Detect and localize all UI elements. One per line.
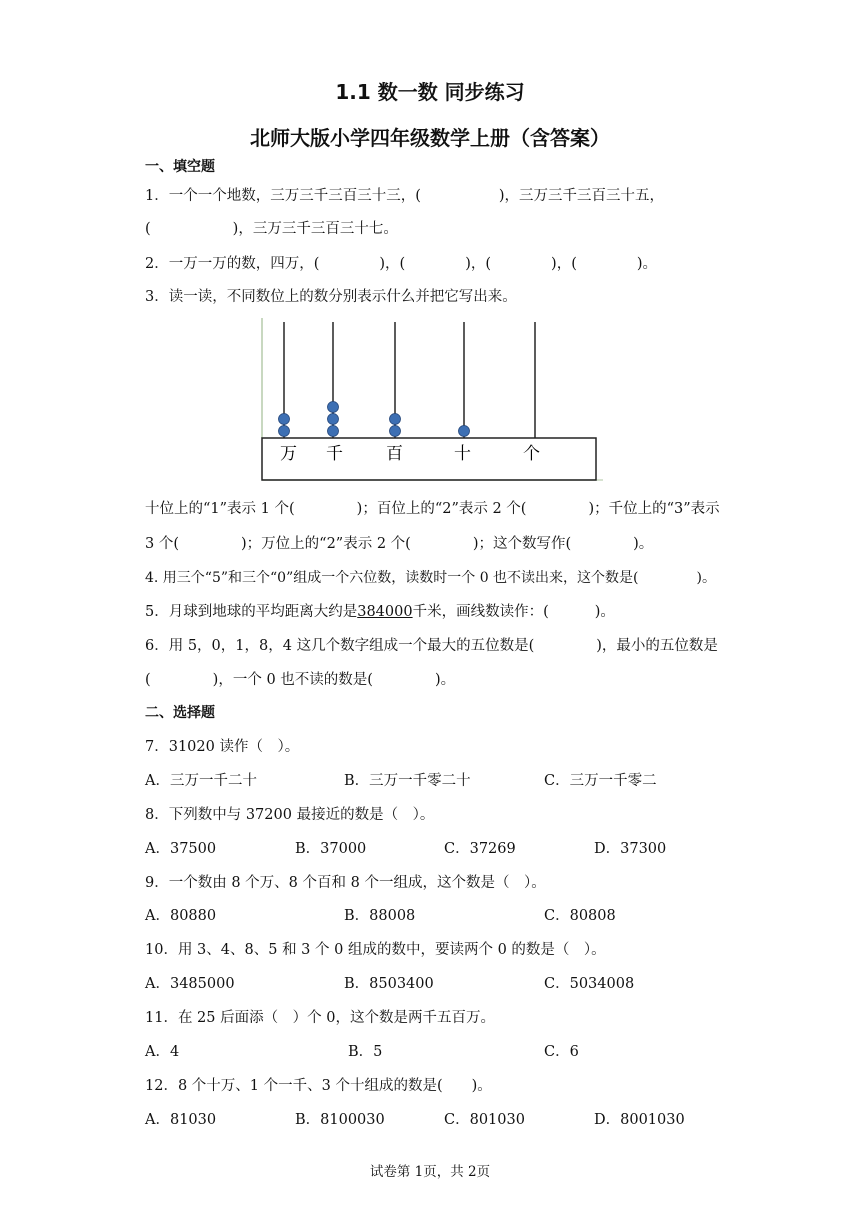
q5-text-a: 5．月球到地球的平均距离大约是: [145, 604, 358, 620]
q3-text-l2d: )。: [633, 536, 654, 552]
question-3-line-2: [145, 534, 653, 554]
abacus-beads: [279, 402, 470, 437]
abacus-bead: [459, 426, 470, 437]
q7-option-c: C．三万一千零二: [544, 773, 657, 789]
q12-option-d: D．8001030: [594, 1112, 685, 1128]
q10-option-b: B．8503400: [344, 976, 434, 992]
q1-text-d: )，三万三千三百三十七。: [232, 221, 398, 237]
section-heading-fill: 一、填空题: [145, 159, 215, 175]
q6-text-c: (: [145, 672, 151, 688]
q3-text-l2b: )；万位上的“2”表示 2 个(: [241, 536, 411, 552]
q4-text-b: )。: [696, 570, 716, 586]
page-subtitle: 北师大版小学四年级数学上册（含答案）: [250, 126, 610, 150]
q2-text-c: )，(: [465, 256, 492, 272]
question-3-line-1: [145, 499, 720, 519]
abacus-label-wan: 万: [280, 444, 297, 464]
question-2: [145, 254, 657, 274]
q7-option-a: A．三万一千二十: [145, 773, 257, 789]
abacus-label-bai: 百: [386, 444, 403, 464]
q1-text-b: )，三万三千三百三十五，: [498, 188, 665, 204]
q4-text-a: 4. 用三个“5”和三个“0”组成一个六位数，读数时一个 0 也不读出来，这个数是(: [145, 570, 639, 586]
abacus-bead: [390, 414, 401, 425]
q10-option-c: C．5034008: [544, 976, 635, 992]
q5-text-c: )。: [594, 604, 615, 620]
question-10: 10．用 3、4、8、5 和 3 个 0 组成的数中，要读两个 0 的数是（ ）。: [145, 942, 606, 958]
q12-option-c: C．801030: [444, 1112, 525, 1128]
abacus-rods: [284, 322, 535, 438]
abacus-base: [262, 438, 596, 480]
question-11: 11．在 25 后面添（ ）个 0，这个数是两千五百万。: [145, 1010, 495, 1026]
q12-option-a: A．81030: [145, 1112, 217, 1128]
q8-option-d: D．37300: [594, 841, 667, 857]
question-8: 8．下列数中与 37200 最接近的数是（ ）。: [145, 807, 435, 823]
q12-option-b: B．8100030: [295, 1112, 385, 1128]
question-6-line-1: [145, 636, 718, 656]
q1-text-a: 1．一个一个地数，三万三千三百三十三，(: [145, 188, 421, 204]
q10-option-a: A．3485000: [145, 976, 235, 992]
q6-text-e: )。: [434, 672, 456, 688]
q9-option-c: C．80808: [544, 908, 616, 924]
q6-text-a: 6．用 5，0，1，8，4 这几个数字组成一个最大的五位数是(: [145, 638, 535, 654]
question-9: 9．一个数由 8 个万、8 个百和 8 个一组成，这个数是（ ）。: [145, 875, 546, 891]
q11-option-c: C．6: [544, 1044, 579, 1060]
q9-option-a: A．80880: [145, 908, 217, 924]
section-heading-choice: 二、选择题: [145, 705, 215, 721]
question-1-line-2: [145, 219, 398, 239]
q8-option-a: A．37500: [145, 841, 217, 857]
abacus-label-ge: 个: [523, 444, 540, 464]
q3-text-l1c: )；千位上的“3”表示: [588, 501, 720, 517]
q3-text-l2a: 3 个(: [145, 536, 179, 552]
abacus-bead: [279, 426, 290, 437]
q3-text-l1b: )；百位上的“2”表示 2 个(: [356, 501, 527, 517]
q2-text-d: )，(: [551, 256, 577, 272]
abacus-label-qian: 千: [326, 444, 343, 464]
q8-option-b: B．37000: [295, 841, 367, 857]
question-12: 12．8 个十万、1 个一千、3 个十组成的数是( )。: [145, 1078, 492, 1094]
question-5: [145, 602, 615, 622]
q7-option-b: B．三万一千零二十: [344, 773, 471, 789]
page-title: 1.1 数一数 同步练习: [335, 80, 525, 104]
question-6-line-2: [145, 670, 455, 690]
q6-text-d: )，一个 0 也不读的数是(: [212, 672, 373, 688]
q6-text-b: )，最小的五位数是: [596, 638, 718, 654]
q2-text-b: )，(: [379, 256, 406, 272]
question-3: 3．读一读，不同数位上的数分别表示什么并把它写出来。: [145, 289, 517, 305]
q5-text-b: 千米，画线数读作：(: [412, 604, 549, 620]
q9-option-b: B．88008: [344, 908, 416, 924]
abacus-bead: [328, 402, 339, 413]
page-footer: 试卷第 1页，共 2页: [369, 1164, 491, 1180]
q2-text-a: 2．一万一万的数，四万，(: [145, 256, 320, 272]
q8-option-c: C．37269: [444, 841, 516, 857]
abacus-bead: [390, 426, 401, 437]
q3-text-l1a: 十位上的“1”表示 1 个(: [145, 501, 295, 517]
q11-option-a: A．4: [145, 1044, 180, 1060]
question-7: 7．31020 读作（ ）。: [145, 739, 300, 755]
q2-text-e: )。: [636, 256, 658, 272]
question-1-line-1: [145, 186, 664, 206]
q5-underlined-number: 384000: [357, 604, 413, 620]
abacus-bead: [279, 414, 290, 425]
abacus-bead: [328, 426, 339, 437]
q1-text-c: (: [145, 221, 151, 237]
abacus-label-shi: 十: [454, 444, 471, 464]
q11-option-b: B．5: [348, 1044, 383, 1060]
question-4: [145, 568, 716, 588]
abacus-bead: [328, 414, 339, 425]
abacus-figure: [258, 318, 603, 486]
q3-text-l2c: )；这个数写作(: [472, 536, 572, 552]
